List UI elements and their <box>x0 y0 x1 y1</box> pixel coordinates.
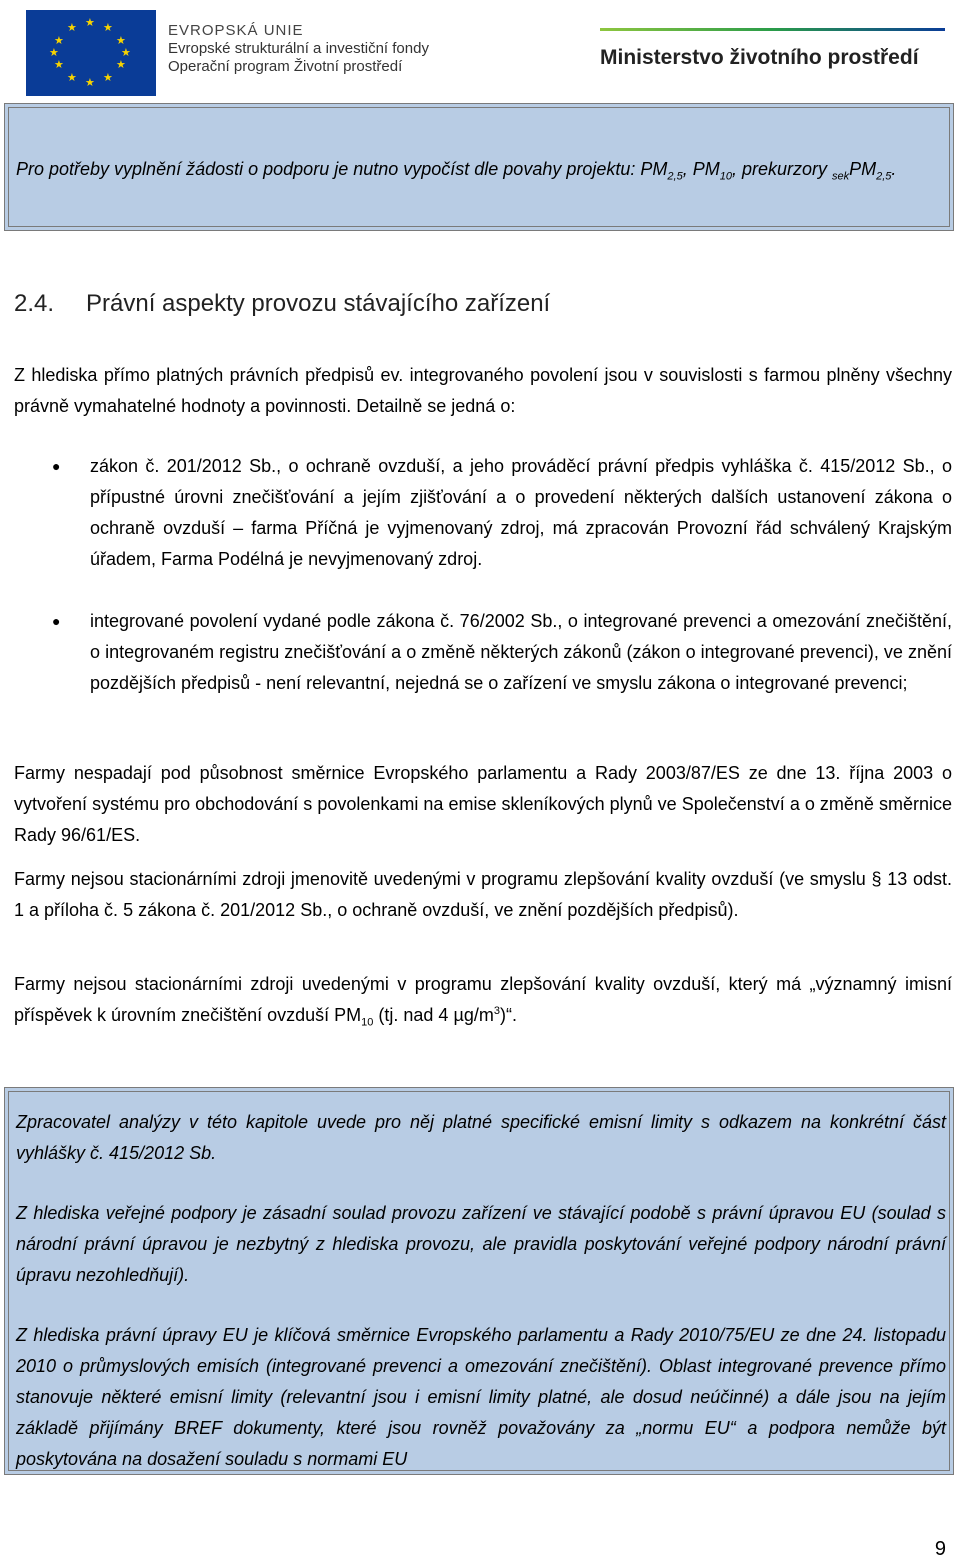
eu-header-text <box>168 22 429 76</box>
bullet-item: zákon č. 201/2012 Sb., o ochraně ovzduší, a jeho prováděcí právní předpis vyhláška č. 415/2012 Sb., o přípustné úrovni znečišťování a jejím zjišťování a o provedení některých dalších ustanovení zákona o ochraně ovzduší – farma Příčná je vyjmenovaný zdroj, má zpracován Provozní řád schválený Krajským úřadem, Farma Podélná je nevyjmenovaný zdroj. <box>90 456 952 569</box>
bullet-dot: ● <box>52 613 61 629</box>
box2-paragraph-1: Zpracovatel analýzy v této kapitole uvede pro něj platné specifické emisní limity s odkazem na konkrétní část vyhlášky č. 415/2012 Sb. <box>16 1112 946 1163</box>
box1-text: Pro potřeby vyplnění žádosti o podporu je nutno vypočíst dle povahy projektu: $PM_{2,5}$, $PM_{10}$, prekurzory $_{sek}PM_{2,5}$. <box>16 159 897 183</box>
bullet-dot: ● <box>52 458 61 474</box>
ministry-logo-text: Ministerstvo životního prostředí <box>600 46 919 69</box>
bullet-item: integrované povolení vydané podle zákona č. 76/2002 Sb., o integrované prevenci a omezování znečištění, o integrovaném registru znečišťování a o změně některých zákonů (zákon o integrované prevenci), ve znění pozdějších předpisů - není relevantní, nejedná se o zařízení ve smyslu zákona o integrované prevenci; <box>90 611 952 693</box>
section-title: Právní aspekty provozu stávajícího zařízení <box>86 290 551 317</box>
paragraph-pm10: Farmy nejsou stacionárními zdroji uvedenými v programu zlepšování kvality ovzduší, který má „významný imisní příspěvek k úrovním znečištění ovzduší $PM_{10}$ (tj. nad 4 $\mu g/m^3)“$. <box>14 974 952 1029</box>
paragraph-ets: Farmy nespadají pod působnost směrnice Evropského parlamentu a Rady 2003/87/ES ze dne 13. října 2003 o vytvoření systému pro obchodování s povolenkami na emise skleníkových plynů ve Společenství a o změně směrnice Rady 96/61/ES. <box>14 763 952 845</box>
eu-line-3: Operační program Životní prostředí <box>168 58 403 75</box>
section-number: 2.4. <box>14 290 55 317</box>
info-box-1 <box>4 103 954 231</box>
eu-flag-logo: ★ ★ ★ ★ ★ ★ ★ ★ ★ ★ ★ ★ <box>26 10 156 96</box>
eu-line-2: Evropské strukturální a investiční fondy <box>168 40 429 57</box>
info-box-2 <box>4 1087 954 1475</box>
section-heading <box>14 290 550 318</box>
box2-paragraph-2: Z hlediska veřejné podpory je zásadní soulad provozu zařízení ve stávající podobě s právní úpravou EU (soulad s národní právní úpravou je nezbytný z hlediska provozu, ale pravidla poskytování veřejné podpory národní právní úpravu nezohledňují). <box>16 1203 946 1285</box>
intro-paragraph: Z hlediska přímo platných právních předpisů ev. integrovaného povolení jsou v souvislosti s farmou plněny všechny právně vymahatelné hodnoty a povinnosti. Detailně se jedná o: <box>14 365 952 416</box>
eu-line-1: EVROPSKÁ UNIE <box>168 22 304 39</box>
box2-paragraph-3: Z hlediska právní úpravy EU je klíčová směrnice Evropského parlamentu a Rady 2010/75/EU ze dne 24. listopadu 2010 o průmyslových emisích (integrované prevenci a omezování znečištění). Oblast integrované prevence přímo stanovuje některé emisní limity (relevantní jsou i emisní limity platné, ale dosud neúčinné) a dále jsou na jejím základě přijímány BREF dokumenty, které jsou rovněž považovány za „normu EU“ a podpora nemůže být poskytována na dosažení souladu s normami EU <box>16 1325 946 1469</box>
paragraph-sources: Farmy nejsou stacionárními zdroji jmenovitě uvedenými v programu zlepšování kvality ovzduší (ve smyslu § 13 odst. 1 a příloha č. 5 zákona č. 201/2012 Sb., o ochraně ovzduší, ve znění pozdějších předpisů). <box>14 869 952 920</box>
ministry-color-bar <box>600 28 945 31</box>
page-number: 9 <box>934 1538 946 1560</box>
